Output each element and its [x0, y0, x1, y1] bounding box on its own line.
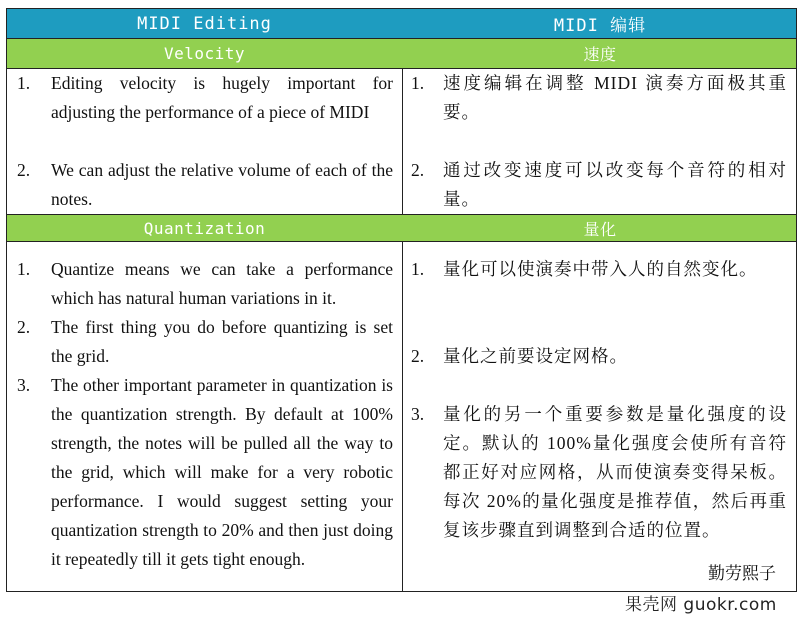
site-watermark: 果壳网 guokr.com: [625, 595, 777, 615]
item-number: 1.: [411, 259, 425, 279]
velocity-title-zh: 速度: [583, 45, 617, 64]
item-text: We can adjust the relative volume of each of the notes.: [51, 160, 393, 209]
item-number: 3.: [17, 375, 31, 395]
item-number: 2.: [17, 160, 31, 180]
item-text: The other important parameter in quantization is the quantization strength. By default at 100% strength, the notes will be pulled all the way to the grid, which will make for a very robotic performance. I would suggest setting your quantization strength to 20% and then just doing it repeatedly till it gets tight enough.: [51, 375, 393, 569]
item-text: 量化之前要设定网格。: [443, 346, 628, 366]
header-row: [7, 9, 796, 39]
item-text: Editing velocity is hugely important for adjusting the performance of a piece of MIDI: [51, 73, 393, 122]
item-text: 量化可以使演奏中带入人的自然变化。: [443, 259, 758, 279]
author-watermark: 勤劳熙子: [708, 564, 776, 584]
item-text: 速度编辑在调整 MIDI 演奏方面极其重要。: [443, 73, 787, 122]
velocity-body-row: [7, 69, 796, 215]
quantization-title: Quantization: [143, 218, 266, 238]
item-number: 2.: [411, 160, 425, 180]
item-number: 1.: [411, 73, 425, 93]
header-left: MIDI Editing: [137, 13, 272, 34]
item-text: The first thing you do before quantizing is set the grid.: [51, 317, 393, 366]
header-right: MIDI 编辑: [553, 16, 647, 36]
velocity-title: Velocity: [163, 44, 246, 63]
quantization-title-zh: 量化: [583, 219, 617, 239]
quantization-body-row: [7, 242, 796, 592]
item-number: 1.: [17, 73, 31, 93]
velocity-title-row: [7, 39, 796, 69]
quantization-title-row: [7, 215, 796, 242]
bilingual-table: [6, 8, 797, 592]
item-number: 1.: [17, 259, 31, 279]
item-text: 量化的另一个重要参数是量化强度的设定。默认的 100%量化强度会使所有音符都正好对应网格，从而使演奏变得呆板。每次 20%的量化强度是推荐值，然后再重复该步骤直到调整到合适的位置。: [443, 404, 787, 540]
item-text: Quantize means we can take a performance which has natural human variations in it.: [51, 259, 393, 308]
item-number: 2.: [411, 346, 425, 366]
item-number: 3.: [411, 404, 425, 424]
item-text: 通过改变速度可以改变每个音符的相对量。: [443, 160, 787, 209]
item-number: 2.: [17, 317, 31, 337]
